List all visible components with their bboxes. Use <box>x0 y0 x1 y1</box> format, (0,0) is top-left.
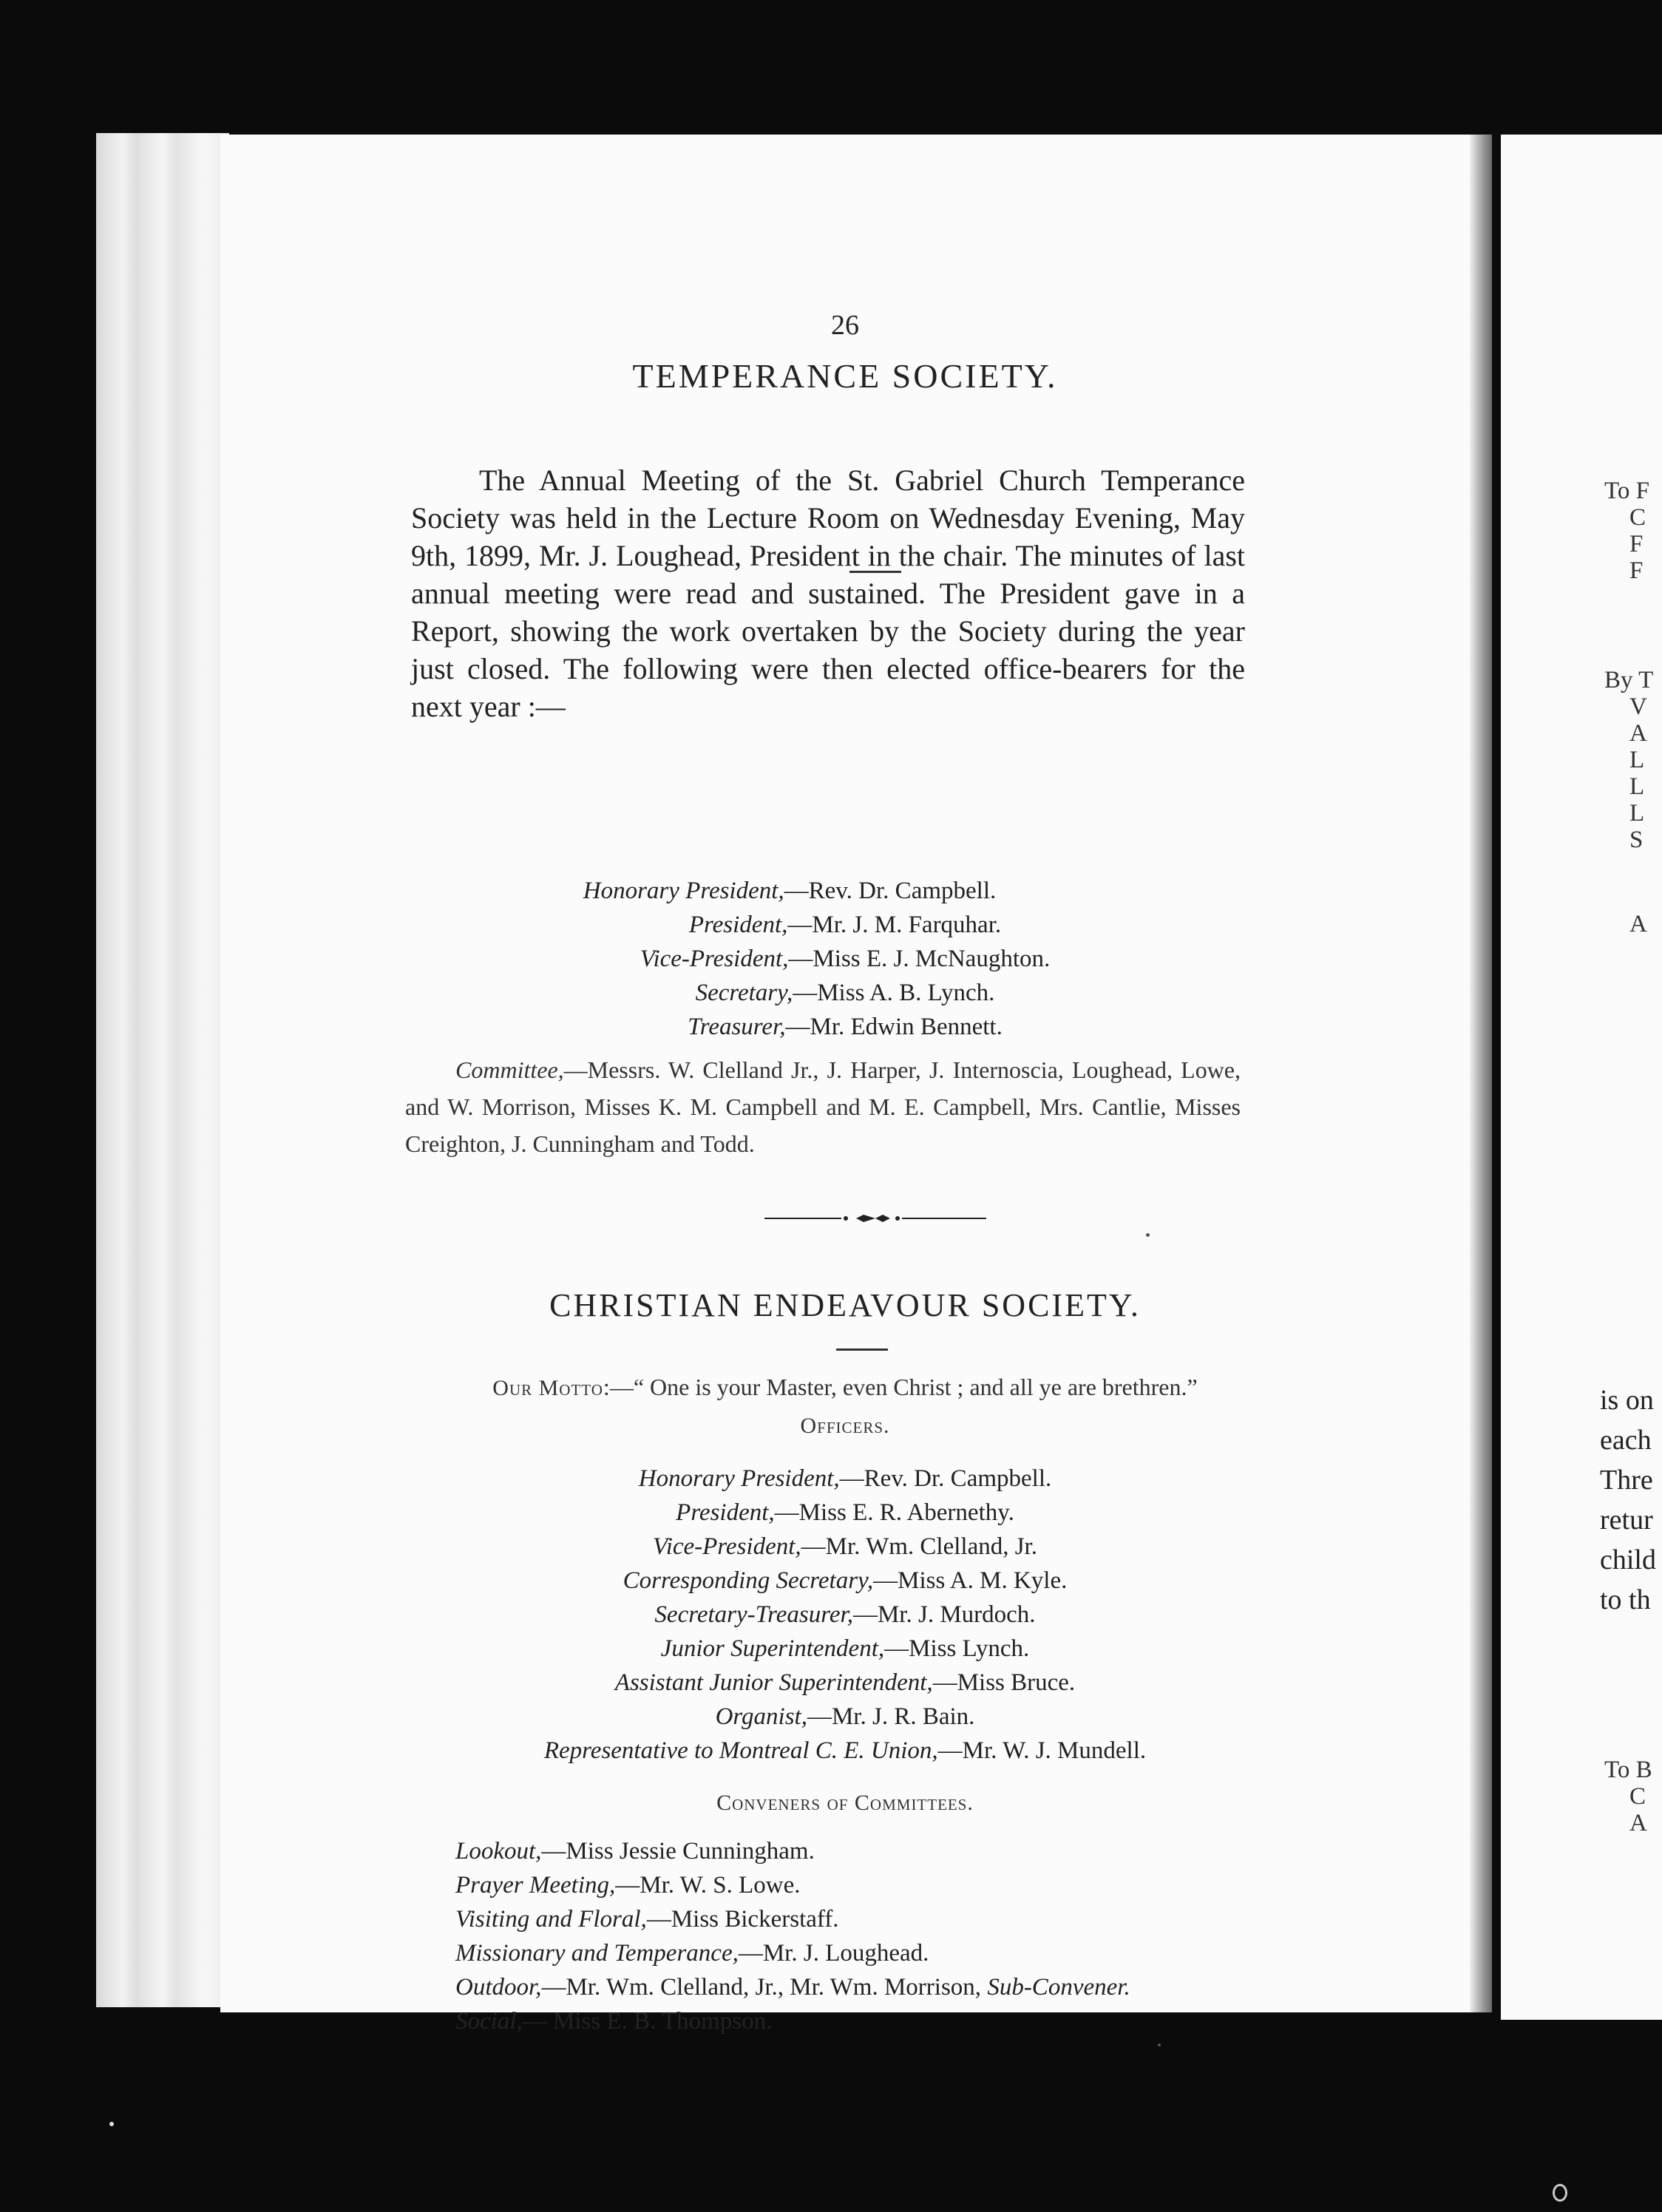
convener-line <box>455 1838 815 1865</box>
officer-name: —Miss A. B. Lynch. <box>793 980 995 1006</box>
officer-name: —Mr. J. M. Farquhar. <box>787 912 1002 938</box>
facing-line: By T <box>1604 667 1654 693</box>
temperance-officer <box>220 980 1470 1007</box>
endeavour-officer <box>220 1601 1470 1629</box>
endeavour-officer <box>220 1465 1470 1493</box>
motto-label: Our Motto <box>492 1376 603 1400</box>
endeavour-officer <box>220 1737 1470 1765</box>
convener-role: Lookout, <box>455 1838 542 1865</box>
endeavour-officer <box>220 1499 1470 1527</box>
endeavour-officer <box>220 1669 1470 1697</box>
book-page <box>220 135 1470 2035</box>
endeavour-officer <box>220 1635 1470 1663</box>
facing-line: L <box>1629 747 1645 773</box>
convener-name: —Mr. W. S. Lowe. <box>615 1872 801 1899</box>
facing-page-fragment <box>1501 135 1662 2020</box>
officer-role: President, <box>676 1499 775 1526</box>
officer-role: Treasurer, <box>688 1014 786 1040</box>
convener-role: Visiting and Floral, <box>455 1906 647 1933</box>
facing-line: V <box>1629 693 1647 720</box>
officer-role: Secretary-Treasurer, <box>654 1601 853 1628</box>
scan-speck <box>109 2122 114 2126</box>
print-speck <box>1146 1233 1150 1237</box>
convener-line <box>455 1940 929 1967</box>
convener-name: —Miss Bickerstaff. <box>646 1906 839 1933</box>
temperance-paragraph <box>411 461 1245 725</box>
facing-line: S <box>1629 827 1644 853</box>
endeavour-officer <box>220 1703 1470 1731</box>
facing-line: To F <box>1604 478 1649 504</box>
facing-line: F <box>1629 531 1644 557</box>
facing-line: C <box>1629 504 1646 531</box>
convener-name: —Mr. Wm. Clelland, Jr., Mr. Wm. Morrison, <box>541 1974 982 2001</box>
officer-role: Organist, <box>715 1703 807 1730</box>
ornament-divider <box>764 1211 986 1226</box>
facing-body-line: is on <box>1600 1385 1654 1416</box>
facing-body-line: each <box>1600 1425 1652 1456</box>
facing-body-line: retur <box>1600 1504 1653 1536</box>
facing-line: A <box>1629 1810 1647 1836</box>
temperance-officer <box>220 946 1470 973</box>
page-gutter-shadow <box>1470 135 1492 2012</box>
page-edges <box>96 133 229 2007</box>
temperance-title: TEMPERANCE SOCIETY. <box>632 357 1058 395</box>
officers-heading: Officers. <box>800 1414 890 1438</box>
officer-role: Representative to Montreal C. E. Union, <box>543 1737 938 1764</box>
convener-role: Outdoor, <box>455 1974 542 2001</box>
officer-name: —Mr. Wm. Clelland, Jr. <box>801 1533 1037 1560</box>
convener-role: Prayer Meeting, <box>455 1872 616 1899</box>
officer-name: —Rev. Dr. Campbell. <box>839 1465 1052 1492</box>
temperance-committee <box>405 1051 1241 1162</box>
facing-body-line: child <box>1600 1544 1656 1575</box>
conveners-heading: Conveners of Committees. <box>716 1791 974 1815</box>
page-number: 26 <box>831 310 859 341</box>
temperance-officer <box>220 878 1470 905</box>
convener-line <box>455 1974 1130 2001</box>
facing-body-line: to th <box>1600 1584 1651 1615</box>
officer-role: Secretary, <box>695 980 793 1006</box>
officer-name: —Miss A. M. Kyle. <box>873 1567 1068 1594</box>
convener-line <box>455 1872 801 1899</box>
officer-name: —Mr. Edwin Bennett. <box>785 1014 1003 1040</box>
officer-name: —Mr. J. Murdoch. <box>852 1601 1036 1628</box>
committee-role: Committee, <box>455 1056 564 1083</box>
convener-line <box>455 2008 772 2035</box>
facing-line: A <box>1629 720 1647 747</box>
committee-members: —Messrs. W. Clelland Jr., J. Harper, J. Internoscia, Loughead, Lowe, and W. Morrison, Misses K. M. Campbell and M. E. Campbell, Mrs. Cantlie, Misses Creighton, J. Cunningham and Todd. <box>405 1056 1241 1157</box>
officer-role: Honorary President, <box>638 1465 840 1492</box>
endeavour-title-rule <box>836 1348 888 1351</box>
convener-name: —Mr. J. Loughead. <box>738 1940 929 1967</box>
convener-extra: Sub-Convener. <box>987 1974 1130 2001</box>
officer-name: —Miss Lynch. <box>884 1635 1030 1662</box>
convener-name: —Miss Jessie Cunningham. <box>541 1838 815 1865</box>
officer-name: —Rev. Dr. Campbell. <box>784 878 997 904</box>
officer-name: —Miss E. J. McNaughton. <box>788 946 1051 972</box>
convener-role: Social, <box>455 2008 523 2035</box>
officer-name: —Mr. J. R. Bain. <box>807 1703 975 1730</box>
endeavour-motto <box>220 1374 1470 1401</box>
facing-line: L <box>1629 800 1645 827</box>
temperance-officer <box>220 912 1470 939</box>
temperance-officer <box>220 1014 1470 1041</box>
officer-role: Assistant Junior Superintendent, <box>614 1669 933 1696</box>
officer-role: Vice-President, <box>653 1533 801 1560</box>
facing-body-line: Thre <box>1600 1465 1653 1496</box>
motto-text: :—“ One is your Master, even Christ ; and all ye are brethren.” <box>603 1374 1198 1400</box>
officer-role: Honorary President, <box>583 878 784 904</box>
officer-name: —Miss Bruce. <box>932 1669 1076 1696</box>
officer-role: Corresponding Secretary, <box>623 1567 874 1594</box>
endeavour-officer <box>220 1567 1470 1595</box>
facing-line: L <box>1629 773 1645 800</box>
convener-line <box>455 1906 839 1933</box>
officer-role: Vice-President, <box>640 946 789 972</box>
facing-line: To B <box>1604 1757 1652 1783</box>
convener-name: — Miss E. B. Thompson. <box>522 2008 773 2035</box>
facing-line: C <box>1629 1783 1646 1810</box>
endeavour-officer <box>220 1533 1470 1561</box>
facing-line: A <box>1629 911 1647 937</box>
convener-role: Missionary and Temperance, <box>455 1940 739 1967</box>
officer-role: President, <box>688 912 788 938</box>
officer-name: —Miss E. R. Abernethy. <box>774 1499 1014 1526</box>
officer-role: Junior Superintendent, <box>660 1635 885 1662</box>
officer-name: —Mr. W. J. Mundell. <box>937 1737 1147 1764</box>
scan-speck <box>1553 2184 1567 2202</box>
facing-line: F <box>1629 557 1644 584</box>
endeavour-title: CHRISTIAN ENDEAVOUR SOCIETY. <box>549 1287 1141 1323</box>
paragraph-text: The Annual Meeting of the St. Gabriel Church Temperance Society was held in the Lecture Room on Wednesday Evening, May 9th, 1899, Mr. J. Loughead, President in the chair. The minutes of last annual meeting were read and sustained. The President gave in a Report, showing the work overtaken by the Society during the year just closed. The following were then elected office-bearers for the next year :— <box>411 464 1245 723</box>
print-speck <box>1158 2043 1161 2046</box>
